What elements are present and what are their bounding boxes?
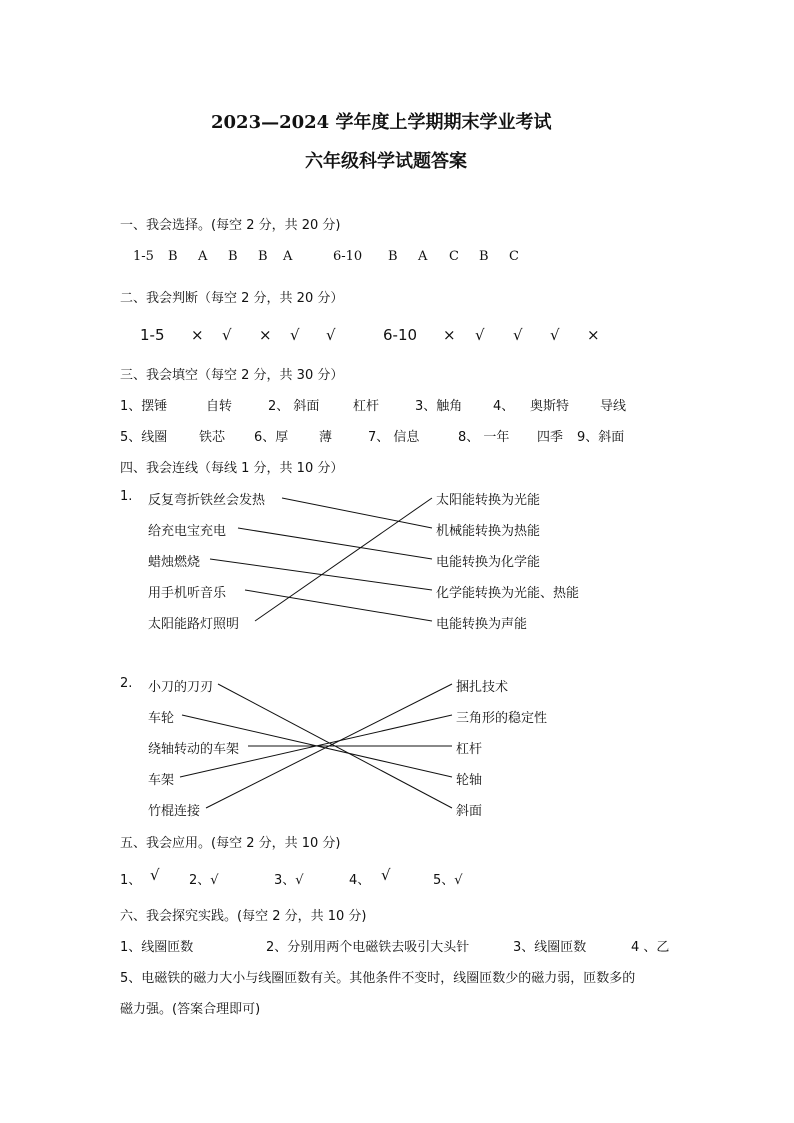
fill-answer: 薄 bbox=[319, 430, 333, 445]
explore-answer: 2、分别用两个电磁铁去吸引大头针 bbox=[266, 940, 470, 955]
sec1-answer: B bbox=[168, 249, 178, 264]
sec2-group2-label: 6-10 bbox=[383, 326, 418, 344]
fill-answer: 9、斜面 bbox=[577, 430, 625, 445]
apply-answer: 5、√ bbox=[433, 873, 463, 888]
fill-answer: 7、 信息 bbox=[368, 430, 420, 445]
page-subtitle: 六年级科学试题答案 bbox=[305, 151, 467, 172]
fill-answer: 2、 斜面 bbox=[268, 399, 320, 414]
sec2-answer: × bbox=[587, 326, 600, 344]
sec2-answer: × bbox=[191, 326, 204, 344]
apply-answer: √ bbox=[381, 866, 391, 884]
match-right-item: 电能转换为声能 bbox=[436, 617, 528, 632]
section-1-heading: 一、我会选择。(每空 2 分，共 20 分) bbox=[120, 218, 341, 233]
fill-answer: 6、厚 bbox=[254, 430, 289, 445]
sec2-group1-label: 1-5 bbox=[140, 326, 165, 344]
sec2-answer: √ bbox=[290, 326, 300, 344]
match-left-item: 给充电宝充电 bbox=[148, 524, 227, 539]
match-left-item: 小刀的刀刃 bbox=[148, 680, 214, 695]
match-line bbox=[245, 590, 432, 621]
fill-answer: 5、线圈 bbox=[120, 430, 168, 445]
page-title: 2023—2024 学年度上学期期末学业考试 bbox=[211, 112, 552, 133]
explore-conclusion: 磁力强。(答案合理即可) bbox=[120, 1002, 261, 1017]
fill-answer: 杠杆 bbox=[353, 399, 380, 414]
sec1-answer: B bbox=[479, 249, 489, 264]
apply-answer: 4、 bbox=[349, 873, 371, 888]
sec1-answer: A bbox=[198, 249, 208, 264]
explore-conclusion: 5、电磁铁的磁力大小与线圈匝数有关。其他条件不变时，线圈匝数少的磁力弱，匝数多的 bbox=[120, 971, 636, 986]
match-right-item: 三角形的稳定性 bbox=[456, 711, 548, 726]
match-right-item: 化学能转换为光能、热能 bbox=[436, 586, 580, 601]
sec2-answer: × bbox=[259, 326, 272, 344]
sec1-group2-label: 6-10 bbox=[333, 249, 363, 264]
apply-answer: 1、 bbox=[120, 873, 142, 888]
match-left-item: 太阳能路灯照明 bbox=[148, 617, 240, 632]
sec1-answer: B bbox=[258, 249, 268, 264]
match-right-item: 轮轴 bbox=[456, 773, 483, 788]
section-3-heading: 三、我会填空（每空 2 分，共 30 分） bbox=[120, 368, 344, 383]
section-5-heading: 五、我会应用。(每空 2 分，共 10 分) bbox=[120, 836, 341, 851]
apply-answer: √ bbox=[150, 866, 160, 884]
sec2-answer: √ bbox=[550, 326, 560, 344]
apply-answer: 3、√ bbox=[274, 873, 304, 888]
sec1-answer: B bbox=[228, 249, 238, 264]
match-left-item: 用手机听音乐 bbox=[148, 586, 227, 601]
match-line bbox=[282, 498, 432, 528]
sec1-answer: B bbox=[388, 249, 398, 264]
match-line bbox=[255, 498, 432, 621]
sec1-answer: C bbox=[509, 249, 519, 264]
sec1-answer: C bbox=[449, 249, 459, 264]
fill-answer: 8、 一年 bbox=[458, 430, 510, 445]
match-left-item: 竹棍连接 bbox=[148, 804, 201, 819]
match-right-item: 捆扎技术 bbox=[456, 680, 509, 695]
match-left-item: 绕轴转动的车架 bbox=[148, 742, 240, 757]
sec1-answer: A bbox=[418, 249, 428, 264]
section-6-heading: 六、我会探究实践。(每空 2 分，共 10 分) bbox=[120, 909, 367, 924]
section-2-heading: 二、我会判断（每空 2 分，共 20 分） bbox=[120, 291, 344, 306]
section-4-heading: 四、我会连线（每线 1 分，共 10 分） bbox=[120, 461, 344, 476]
fill-answer: 铁芯 bbox=[199, 430, 226, 445]
sec1-answer: A bbox=[283, 249, 293, 264]
apply-answer: 2、√ bbox=[189, 873, 219, 888]
match-left-item: 车轮 bbox=[148, 711, 175, 726]
question-number: 1. bbox=[120, 489, 133, 504]
fill-answer: 导线 bbox=[600, 399, 627, 414]
match-right-item: 杠杆 bbox=[456, 742, 483, 757]
explore-answer: 1、线圈匝数 bbox=[120, 940, 194, 955]
explore-answer: 4 、乙 bbox=[631, 940, 670, 955]
fill-answer: 自转 bbox=[206, 399, 233, 414]
fill-answer: 1、摆锤 bbox=[120, 399, 168, 414]
sec2-answer: √ bbox=[326, 326, 336, 344]
match-line bbox=[238, 528, 432, 559]
fill-answer: 奥斯特 bbox=[530, 399, 570, 414]
sec1-group1-label: 1-5 bbox=[133, 249, 154, 264]
match-right-item: 太阳能转换为光能 bbox=[436, 493, 541, 508]
sec2-answer: √ bbox=[513, 326, 523, 344]
sec2-answer: √ bbox=[475, 326, 485, 344]
match-left-item: 反复弯折铁丝会发热 bbox=[148, 493, 266, 508]
match-right-item: 电能转换为化学能 bbox=[436, 555, 541, 570]
sec2-answer: × bbox=[443, 326, 456, 344]
sec2-answer: √ bbox=[222, 326, 232, 344]
fill-answer: 四季 bbox=[537, 430, 564, 445]
match-right-item: 斜面 bbox=[456, 804, 483, 819]
fill-answer: 4、 bbox=[493, 399, 515, 414]
fill-answer: 3、触角 bbox=[415, 399, 463, 414]
match-left-item: 蜡烛燃烧 bbox=[148, 555, 201, 570]
match-right-item: 机械能转换为热能 bbox=[436, 524, 541, 539]
explore-answer: 3、线圈匝数 bbox=[513, 940, 587, 955]
match-left-item: 车架 bbox=[148, 773, 175, 788]
match-line bbox=[210, 559, 432, 590]
question-number: 2. bbox=[120, 676, 133, 691]
